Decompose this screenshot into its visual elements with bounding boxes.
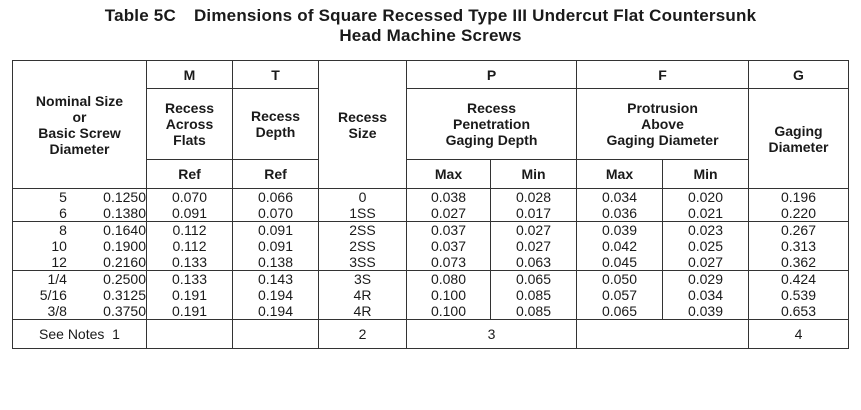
cell-value: 4R: [353, 287, 372, 303]
title-line-2: Head Machine Screws: [339, 26, 522, 45]
cell-value: 0.653: [780, 303, 817, 319]
cell-value: 3SS: [349, 254, 376, 270]
cell-value: 0.085: [515, 303, 552, 319]
header-recess-penetration: [407, 89, 577, 160]
cell-fmin: [663, 271, 749, 320]
cell-value: 0.025: [687, 238, 724, 254]
table-title: [0, 6, 861, 46]
notes-row: [13, 320, 849, 349]
dimensions-table: [12, 60, 849, 349]
header-text: Diameter: [768, 138, 829, 155]
cell-value: 0.065: [515, 271, 552, 287]
notes-label: See Notes: [39, 326, 105, 342]
basic-diameter: 0.1900: [103, 238, 146, 254]
basic-diameter: 0.1250: [103, 189, 146, 205]
table-row-group: [13, 271, 849, 320]
cell-value: 0.057: [601, 287, 638, 303]
cell-value: 0.029: [687, 271, 724, 287]
cell-pmax: [407, 189, 491, 222]
cell-g: [749, 222, 849, 271]
header-m-ref: Ref: [147, 160, 233, 189]
cell-pmax: [407, 222, 491, 271]
cell-m: [147, 189, 233, 222]
cell-value: 0.267: [780, 222, 817, 238]
cell-value: 0.028: [515, 189, 552, 205]
cell-recess: [319, 271, 407, 320]
cell-value: 0.112: [172, 238, 207, 254]
cell-value: 1SS: [349, 205, 376, 221]
cell-t: [233, 189, 319, 222]
cell-value: 0.133: [171, 254, 208, 270]
nominal-size: 3/8: [47, 303, 67, 319]
nominal-size: 12: [51, 254, 67, 270]
header-text: or: [72, 108, 87, 125]
cell-value: 0.039: [687, 303, 724, 319]
cell-fmax: [577, 222, 663, 271]
header-nominal-size: [13, 61, 147, 189]
header-gaging-diameter: [749, 89, 849, 189]
nominal-size: 5/16: [39, 287, 67, 303]
header-text: Gaging: [774, 122, 823, 139]
cell-t: [233, 222, 319, 271]
nominal-line: [13, 254, 146, 270]
cell-value: 0.073: [430, 254, 467, 270]
cell-value: 0.037: [430, 238, 467, 254]
cell-value: 0.017: [515, 205, 552, 221]
cell-value: 0.063: [515, 254, 552, 270]
cell-recess: [319, 189, 407, 222]
header-text: Penetration: [452, 116, 530, 132]
cell-value: 0.045: [601, 254, 638, 270]
cell-value: 0.050: [601, 271, 638, 287]
nominal-line: [13, 222, 146, 238]
header-protrusion: [577, 89, 749, 160]
cell-value: 0.133: [171, 271, 208, 287]
cell-value: 0.100: [430, 303, 467, 319]
cell-value: 0.112: [172, 222, 207, 238]
header-letter-g: G: [749, 61, 849, 89]
header-p-max: Max: [407, 160, 491, 189]
header-letter-f: F: [577, 61, 749, 89]
cell-value: 0.091: [257, 222, 294, 238]
basic-diameter: 0.3750: [103, 303, 146, 319]
cell-value: 0.313: [780, 238, 817, 254]
cell-g: [749, 189, 849, 222]
cell-pmin: [491, 222, 577, 271]
cell-pmin: [491, 271, 577, 320]
cell-value: 0.191: [171, 303, 208, 319]
header-recess-depth: [233, 89, 319, 160]
header-p-min: Min: [491, 160, 577, 189]
cell-fmax: [577, 189, 663, 222]
cell-m: [147, 222, 233, 271]
header-text: Recess: [250, 108, 301, 124]
cell-value: 0.196: [780, 189, 817, 205]
cell-fmin: [663, 189, 749, 222]
cell-value: 0.023: [687, 222, 724, 238]
note-ref-nominal: 1: [112, 326, 120, 342]
cell-value: 0.091: [257, 238, 294, 254]
cell-value: 2SS: [349, 238, 376, 254]
title-line-1: [0, 6, 861, 26]
title-text: Dimensions of Square Recessed Type III Undercut Flat Countersunk: [193, 6, 757, 25]
cell-value: 0.143: [257, 271, 294, 287]
table-body: [13, 189, 849, 320]
cell-fmin: [663, 222, 749, 271]
nominal-line: [13, 271, 146, 287]
cell-value: 0.039: [601, 222, 638, 238]
basic-diameter: 0.3125: [103, 287, 146, 303]
nominal-size: 5: [59, 189, 67, 205]
header-recess-size: [319, 61, 407, 189]
header-f-max: Max: [577, 160, 663, 189]
header-text: Nominal Size: [35, 92, 124, 109]
nominal-size-cell: [13, 189, 147, 222]
cell-value: 0.362: [780, 254, 817, 270]
header-text: Recess: [164, 100, 215, 116]
header-text: Depth: [255, 124, 296, 140]
cell-value: 0.085: [515, 287, 552, 303]
nominal-size: 6: [59, 205, 67, 221]
header-text: Size: [348, 124, 377, 141]
note-ref-recess: 2: [319, 320, 407, 349]
header-letter-t: T: [233, 61, 319, 89]
cell-m: [147, 271, 233, 320]
cell-value: 0.194: [257, 287, 294, 303]
basic-diameter: 0.2160: [103, 254, 146, 270]
cell-value: 4R: [353, 303, 372, 319]
cell-value: 3S: [353, 271, 372, 287]
nominal-line: [13, 238, 146, 254]
cell-value: 0.027: [515, 222, 552, 238]
header-text: Protrusion: [627, 100, 698, 116]
header-text: Basic Screw: [38, 124, 121, 141]
notes-cell: [13, 320, 147, 349]
header-text: Gaging Depth: [445, 132, 538, 148]
header-text: Flats: [173, 132, 206, 148]
header-text: Across: [165, 116, 214, 132]
cell-fmax: [577, 271, 663, 320]
header-letter-m: M: [147, 61, 233, 89]
cell-value: 0.020: [687, 189, 724, 205]
note-ref-f: [577, 320, 749, 349]
cell-recess: [319, 222, 407, 271]
header-letter-p: P: [407, 61, 577, 89]
cell-pmin: [491, 189, 577, 222]
cell-t: [233, 271, 319, 320]
table-number: Table 5C: [104, 6, 176, 25]
cell-value: 0.424: [780, 271, 817, 287]
header-text: Above: [641, 116, 684, 132]
cell-value: 0.034: [687, 287, 724, 303]
nominal-line: [13, 303, 146, 319]
header-text: Gaging Diameter: [606, 132, 719, 148]
cell-value: 0.027: [687, 254, 724, 270]
note-ref-t: [233, 320, 319, 349]
cell-value: 0.080: [430, 271, 467, 287]
header-text: Diameter: [49, 140, 110, 157]
nominal-size-cell: [13, 271, 147, 320]
cell-g: [749, 271, 849, 320]
cell-value: 0.091: [171, 205, 208, 221]
nominal-line: [13, 189, 146, 205]
cell-value: 0.034: [601, 189, 638, 205]
basic-diameter: 0.1640: [103, 222, 146, 238]
cell-value: 0.065: [601, 303, 638, 319]
header-recess-across-flats: [147, 89, 233, 160]
cell-value: 0.194: [257, 303, 294, 319]
header-text: Recess: [466, 100, 517, 116]
cell-value: 0.220: [780, 205, 817, 221]
note-ref-g: 4: [749, 320, 849, 349]
cell-value: 2SS: [349, 222, 376, 238]
nominal-line: [13, 287, 146, 303]
cell-value: 0.070: [171, 189, 208, 205]
cell-value: 0.100: [430, 287, 467, 303]
note-ref-p: 3: [407, 320, 577, 349]
cell-value: 0.021: [687, 205, 724, 221]
cell-value: 0.036: [601, 205, 638, 221]
table-row-group: [13, 189, 849, 222]
note-ref-m: [147, 320, 233, 349]
cell-pmax: [407, 271, 491, 320]
basic-diameter: 0.1380: [103, 205, 146, 221]
header-f-min: Min: [663, 160, 749, 189]
cell-value: 0.138: [257, 254, 294, 270]
nominal-line: [13, 205, 146, 221]
cell-value: 0.038: [430, 189, 467, 205]
cell-value: 0.027: [515, 238, 552, 254]
nominal-size: 1/4: [47, 271, 67, 287]
cell-value: 0.191: [171, 287, 208, 303]
header-text: Recess: [337, 108, 388, 125]
cell-value: 0.037: [430, 222, 467, 238]
cell-value: 0.070: [257, 205, 294, 221]
cell-value: 0.539: [780, 287, 817, 303]
nominal-size: 10: [51, 238, 67, 254]
table-row-group: [13, 222, 849, 271]
cell-value: 0.027: [430, 205, 467, 221]
nominal-size: 8: [59, 222, 67, 238]
basic-diameter: 0.2500: [103, 271, 146, 287]
cell-value: 0: [358, 189, 367, 205]
nominal-size-cell: [13, 222, 147, 271]
header-t-ref: Ref: [233, 160, 319, 189]
cell-value: 0.066: [257, 189, 294, 205]
cell-value: 0.042: [601, 238, 638, 254]
